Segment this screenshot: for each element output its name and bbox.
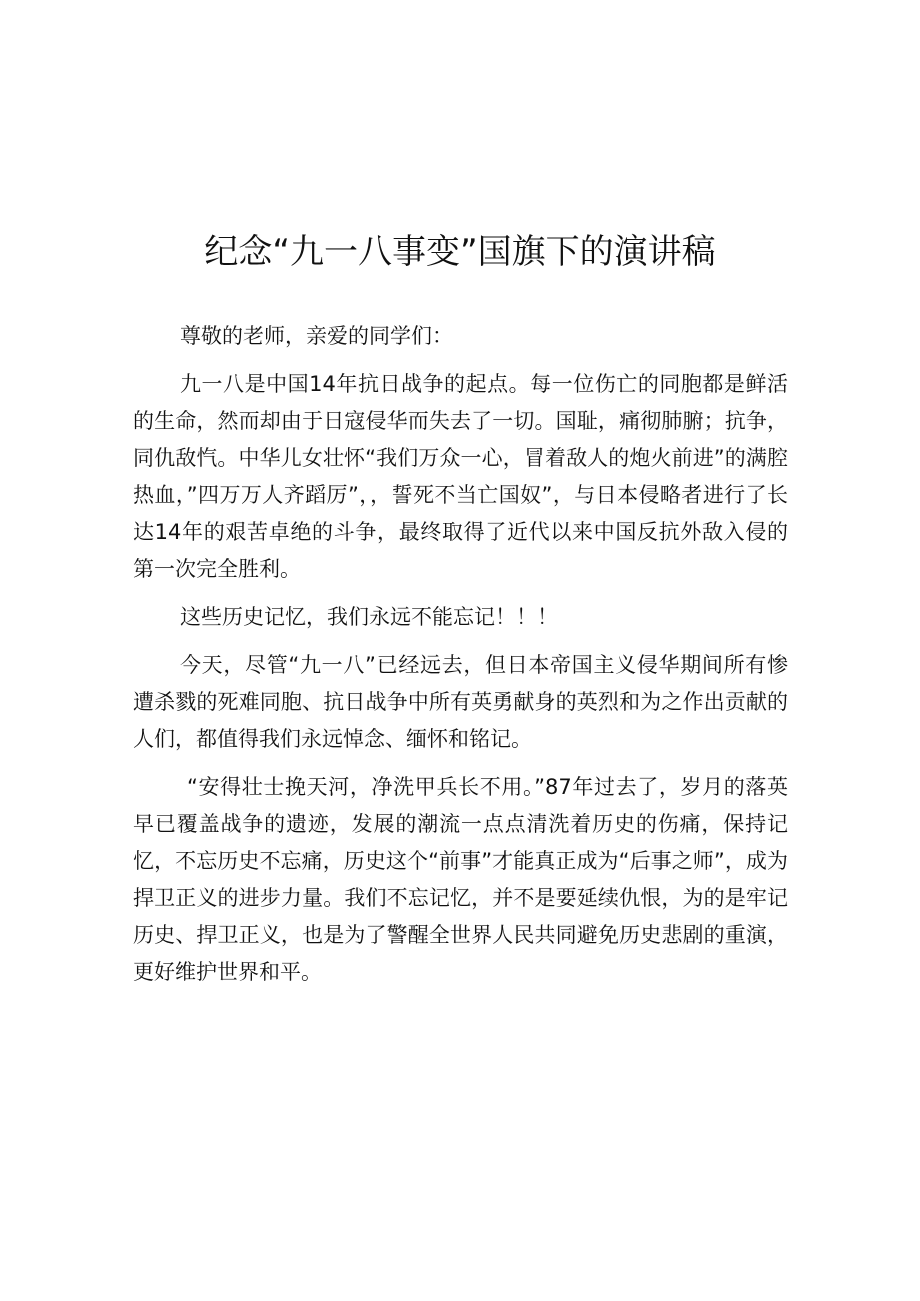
paragraph-peace: “安得壮士挽天河，净洗甲兵长不用。”87年过去了，岁月的落英早已覆盖战争的遗迹，发展的潮流一点点清洗着历史的伤痛，保持记忆，不忘历史不忘痛，历史这个“前事”才能真正成为“后事之师”，成为捍卫正义的进步力量。我们不忘记忆，并不是要延续仇恨，为的是牢记历史、捍卫正义，也是为了警醒全世界人民共同避免历史悲剧的重演，更好维护世界和平。: [133, 775, 788, 984]
paragraph-never-forget: 这些历史记忆，我们永远不能忘记！！！: [180, 605, 558, 629]
paragraph-remembrance: 今天，尽管“九一八”已经远去，但日本帝国主义侵华期间所有惨遭杀戮的死难同胞、抗日战争中所有英勇献身的英烈和为之作出贡献的人们，都值得我们永远悼念、缅怀和铭记。: [133, 653, 788, 751]
document-body: [133, 318, 788, 1002]
paragraph-origin-of-war: 九一八是中国14年抗日战争的起点。每一位伤亡的同胞都是鲜活的生命，然而却由于日寇侵华而失去了一切。国耻，痛彻肺腑；抗争，同仇敌忾。中华儿女壮怀“我们万众一心，冒着敌人的炮火前进”的满腔热血，”四万万人齐蹈厉”，，誓死不当亡国奴”，与日本侵略者进行了长达14年的艰苦卓绝的斗争，最终取得了近代以来中国反抗外敌入侵的第一次完全胜利。: [133, 372, 788, 581]
document-title: 纪念“九一八事变”国旗下的演讲稿: [204, 232, 716, 272]
greeting-paragraph: 尊敬的老师，亲爱的同学们：: [180, 324, 453, 348]
